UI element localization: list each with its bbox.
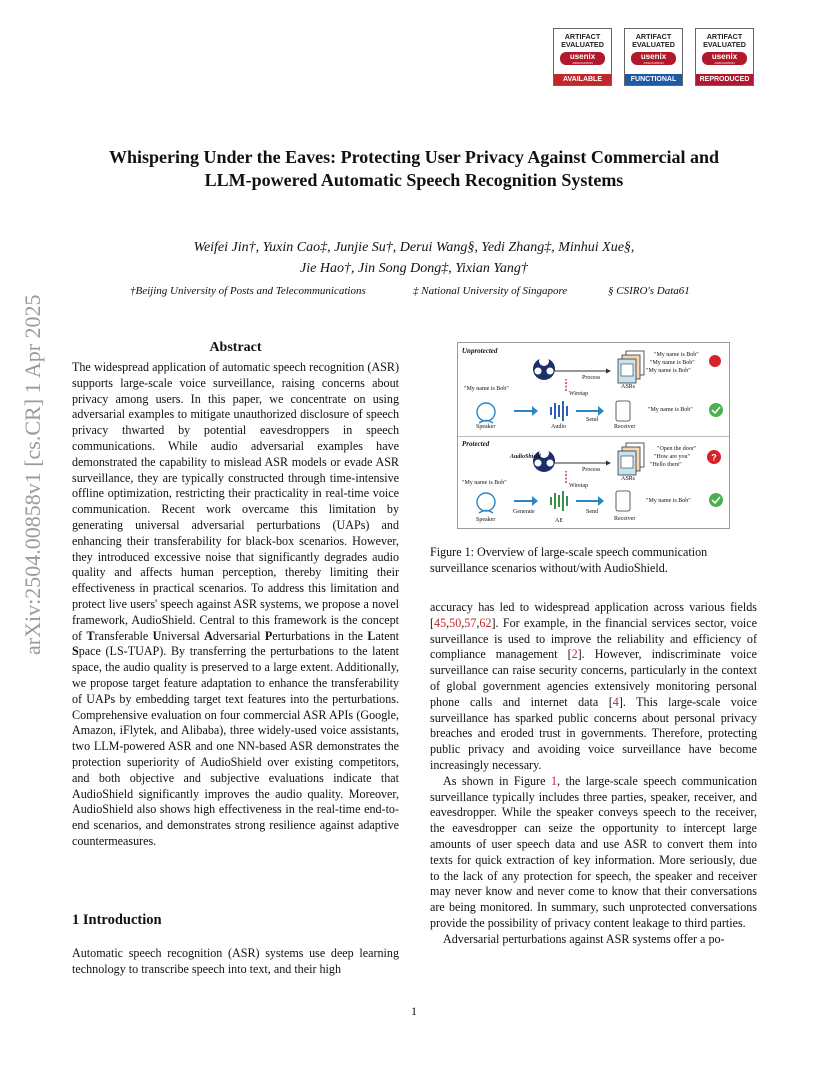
svg-text:?: ? — [711, 452, 717, 463]
figure-divider — [458, 436, 729, 437]
badge-title: ARTIFACT EVALUATED — [703, 32, 746, 49]
label-asrs-top: ASRs — [621, 384, 636, 390]
affiliation-nus: ‡ National University of Singapore — [413, 285, 568, 297]
label-send-bottom: Send — [586, 509, 598, 515]
label-receiver-top: Receiver — [614, 424, 636, 430]
usenix-logo: usenix ASSOCIATION — [560, 52, 605, 65]
label-out2: "My name is Bob" — [650, 360, 695, 366]
arrow-top-2 — [576, 406, 604, 416]
artifact-badge-functional — [624, 28, 683, 86]
label-audioshield: AudioShield — [510, 454, 541, 460]
right-column-text — [430, 600, 757, 948]
section-heading-introduction: 1 Introduction — [72, 912, 162, 928]
paper-title: Whispering Under the Eaves: Protecting User Privacy Against Commercial and LLM-powered Automatic Speech Recognition Systems — [108, 147, 720, 190]
intro-paragraph-3: Adversarial perturbations against ASR systems offer a po- — [443, 931, 725, 946]
eavesdropper-icon-top — [533, 356, 555, 380]
ae-wave-icon-bottom — [550, 491, 568, 511]
label-send-top: Send — [586, 417, 598, 423]
receiver-phone-icon-bottom — [616, 491, 630, 511]
label-adv1: "Open the door" — [657, 446, 697, 452]
label-process-bottom: Process — [582, 467, 601, 473]
label-speaker-bottom: Speaker — [476, 517, 496, 523]
label-protected: Protected — [462, 440, 490, 448]
question-icon — [707, 450, 721, 464]
usenix-logo: usenix ASSOCIATION — [702, 52, 747, 65]
usenix-logo: usenix ASSOCIATION — [631, 52, 676, 65]
eavesdropper-icon-bottom — [533, 448, 555, 472]
label-recv-unprot: "My name is Bob" — [648, 407, 693, 413]
label-process-top: Process — [582, 375, 601, 381]
badge-status: REPRODUCED — [696, 74, 753, 85]
intro-paragraph-2: As shown in Figure 1, the large-scale speech communication surveillance typically includes three parties, speaker, receiver, and eavesdropper. While the speaker conveys speech to the receiver, the eavesdropper can seize the opportunity to intercept large amounts of user speech data and use ASR to convert them into texts for quick extraction of key information. More seriously, due to the lack of any protection for speech, the speaker and receiver may never know and never come to know that their conversations are being monitored. In summary, such unprotected conversations provide the possibility of privacy content leakage to third parties. — [430, 773, 757, 930]
author-list: Weifei Jin†, Yuxin Cao‡, Junjie Su†, Derui Wang§, Yedi Zhang‡, Minhui Xue§, Jie Hao†, Jin Song Dong‡, Yixian Yang† — [193, 240, 635, 276]
asr-stack-icon-top — [618, 351, 644, 383]
devil-icon — [709, 355, 721, 367]
badge-title: ARTIFACT EVALUATED — [632, 32, 675, 49]
audio-wave-icon-top — [550, 401, 568, 421]
badge-title: ARTIFACT EVALUATED — [561, 32, 604, 49]
speaker-icon-bottom — [477, 493, 495, 513]
asr-stack-icon-bottom — [618, 443, 644, 475]
artifact-badge-available — [553, 28, 612, 86]
figure-1-diagram — [457, 342, 730, 529]
arrow-top-1 — [514, 406, 538, 416]
label-generate: Generate — [513, 509, 535, 515]
arxiv-stamp: arXiv:2504.00858v1 [cs.CR] 1 Apr 2025 — [20, 294, 45, 655]
label-adv3: "Hello there" — [650, 462, 682, 468]
label-ae: AE — [555, 518, 563, 524]
arrow-bottom-2 — [576, 496, 604, 506]
affiliation-csiro: § CSIRO's Data61 — [608, 285, 690, 297]
page-number: 1 — [411, 1004, 417, 1018]
label-unprotected: Unprotected — [462, 347, 498, 355]
arrow-bottom-1 — [514, 496, 538, 506]
badge-status: AVAILABLE — [554, 74, 611, 85]
label-receiver-bottom: Receiver — [614, 516, 636, 522]
label-out1: "My name is Bob" — [654, 352, 699, 358]
artifact-badge-reproduced — [695, 28, 754, 86]
check-icon-bottom — [709, 493, 723, 507]
figure-1-caption: Figure 1: Overview of large-scale speech communication surveillance scenarios without/with AudioShield. — [430, 545, 708, 575]
abstract-body: The widespread application of automatic speech recognition (ASR) supports large-scale voice surveillance, raising concerns about privacy among users. In this paper, we concentrate on using adversarial examples to mitigate unauthorized disclosure of speech privacy thwarted by potential eavesdroppers in speech communications. While audio adversarial examples have demonstrated the capability to mislead ASR models or evade ASR surveillance, they are typically constructed through time-intensive offline optimization, restricting their practicality in real-time voice communication. Recent work overcame this limitation by generating universal adversarial perturbations (UAPs) and enhancing their transferability for black-box scenarios. However, they introduced excessive noise that significantly degrades audio quality and affects human perception, thereby limiting their effectiveness in practical scenarios. To address this limitation and protect live users' speech against ASR systems, we propose a novel framework, AudioShield. Central to this framework is the concept of Transferable Universal Adversarial Perturbations in the Latent Space (LS-TUAP). By transferring the perturbations to the latent space, the audio quality is preserved to a large extent. Additionally, we propose target feature adaptation to enhance the transferability of UAPs by embedding target text features into the perturbations. Comprehensive evaluation on four commercial ASR APIs (Google, Amazon, iFlytek, and Alibaba), three widely-used voice assistants, two LLM-powered ASR and one NN-based ASR demonstrates the protection superiority of AudioShield over existing competitors, and both objective and subjective evaluations indicate that AudioShield significantly improves the audio quality. Moreover, AudioShield also shows high effectiveness in the real-time end-to-end scenarios, and demonstrates strong resilience against adaptive countermeasures. — [72, 360, 399, 848]
label-my-name-top: "My name is Bob" — [464, 386, 509, 392]
label-recv-prot: "My name is Bob" — [646, 498, 691, 504]
label-audio: Audio — [551, 424, 566, 430]
badge-status: FUNCTIONAL — [625, 74, 682, 85]
label-wiretap-bottom: Wiretap — [569, 483, 589, 489]
abstract-heading: Abstract — [209, 340, 262, 355]
receiver-phone-icon-top — [616, 401, 630, 421]
speaker-icon-top — [477, 403, 495, 423]
label-asrs-bottom: ASRs — [621, 476, 636, 482]
affiliation-bupt: †Beijing University of Posts and Telecommunications — [130, 285, 366, 297]
intro-paragraph-1: accuracy has led to widespread application across various fields [45,50,57,62]. For example, in the financial services sector, voice surveillance is used to improve the reliability and efficiency of compliance management [2]. However, indiscriminate voice surveillance can raise security concerns, particularly in the context of global government agencies extensively monitoring personal phone calls and internet data [4]. This large-scale voice surveillance has sparked public concerns about personal privacy breaches and eroded trust in governments. Therefore, protecting public privacy and avoiding voice surveillance have become increasingly necessary. — [430, 600, 757, 772]
check-icon-top — [709, 403, 723, 417]
intro-paragraph-left: Automatic speech recognition (ASR) systems use deep learning technology to transcribe speech into text, and their high — [72, 946, 399, 976]
label-speaker-top: Speaker — [476, 424, 496, 430]
label-wiretap-top: Wiretap — [569, 391, 589, 397]
label-adv2: "How are you" — [654, 454, 690, 460]
label-my-name-bottom: "My name is Bob" — [462, 480, 507, 486]
label-out3: "My name is Bob" — [646, 368, 691, 374]
